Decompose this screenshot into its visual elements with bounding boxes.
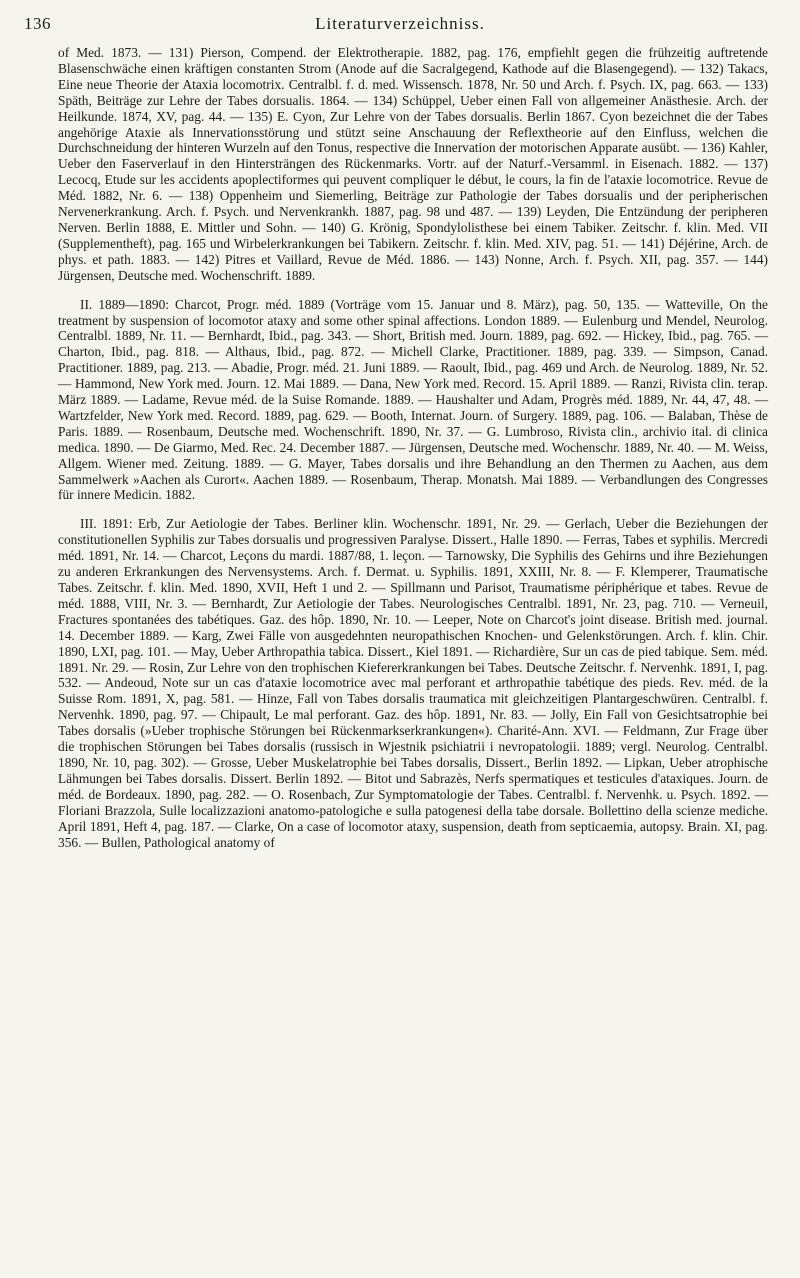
running-title: Literaturverzeichniss.: [315, 14, 485, 33]
page-number: 136: [24, 14, 51, 33]
bibliography-section-1889-1890: II. 1889—1890: Charcot, Progr. méd. 1889 (Vorträge vom 15. Januar und 8. März), pag. 50, 135. — Watteville, On the treatment by suspension of locomotor ataxy and some other spinal affections. London 1889. — Eulenburg und Mendel, Neurolog. Centralbl. 1889, Nr. 11. — Bernhardt, Ibid., pag. 343. — Short, British med. Journ. 1889, pag. 692. — Hickey, Ibid., pag. 765. — Charton, Ibid., pag. 818. — Althaus, Ibid., pag. 872. — Michell Clarke, Practitioner. 1889, pag. 339. — Simpson, Canad. Practitioner. 1889, pag. 213. — Abadie, Progr. méd. 21. Juni 1889. — Raoult, Ibid., pag. 469 und Arch. de Neurolog. 1889, Nr. 52. — Hammond, New York med. Journ. 12. Mai 1889. — Dana, New York med. Record. 15. April 1889. — Ranzi, Rivista clin. terap. März 1889. — Ladame, Revue méd. de la Suise Romande. 1889. — Haushalter und Adam, Progrès méd. 1889, Nr. 44, 47, 48. — Wartzfelder, New York med. Record. 1889, pag. 629. — Booth, Internat. Journ. of Surgery. 1889, pag. 106. — Balaban, Thèse de Paris. 1889. — Rosenbaum, Deutsche med. Wochenschrift. 1890, Nr. 37. — G. Lumbroso, Rivista clin., archivio ital. di clinica medica. 1890. — De Giarmo, Med. Rec. 24. December 1887. — Jürgensen, Deutsche med. Wochenschr. 1889, Nr. 40. — M. Weiss, Allgem. Wiener med. Zeitung. 1889. — G. Mayer, Tabes dorsalis und ihre Behandlung an den Thermen zu Aachen, aus dem Sammelwerk »Aachen als Curort«. Aachen 1889. — Rosenbaum, Therap. Monatsh. Mai 1889. — Verbandlungen des Congresses für innere Medicin. 1882.: [58, 296, 768, 503]
bibliography-continuation: of Med. 1873. — 131) Pierson, Compend. der Elektrotherapie. 1882, pag. 176, empfiehlt gegen die frühzeitig auftretende Blasenschwäche einen kräftigen constanten Strom (Anode auf die Sacralgegend, Kathode auf die Blasengegend). — 132) Takacs, Eine neue Theorie der Ataxia locomotrix. Centralbl. f. d. med. Wissensch. 1878, Nr. 50 und Arch. f. Psych. IX, pag. 663. — 133) Späth, Beiträge zur Lehre der Tabes dorsualis. 1864. — 134) Schüppel, Ueber einen Fall von allgemeiner Anästhesie. Arch. der Heilkunde. 1874, XV, pag. 44. — 135) E. Cyon, Zur Lehre von der Tabes dorsualis. Berlin 1867. Cyon bezeichnet die der Tabes angehörige Ataxie als Innervationsstörung und stützt seine Anschauung der Reflextheorie auf den Einfluss, welchen die Durchschneidung der hinteren Wurzeln auf den Tonus, respective die Innervation der motorischen Apparate ausübt. — 136) Kahler, Ueber den Faserverlauf in den Hintersträngen des Rückenmarks. Vortr. auf der Naturf.-Versamml. in Eisenach. 1882. — 137) Lecocq, Etude sur les accidents apoplectiformes qui peuvent compliquer le début, le cours, la fin de l'ataxie locomotrice. Revue de Méd. 1882, Nr. 6. — 138) Oppenheim und Siemerling, Beiträge zur Pathologie der Tabes dorsualis und der peripherischen Nervenerkrankung. Arch. f. Psych. und Nervenkrankh. 1887, pag. 98 und 487. — 139) Leyden, Die Entzündung der peripheren Nerven. Berlin 1888, E. Mittler und Sohn. — 140) G. Krönig, Spondylolisthese bei einem Tabiker. Zeitschr. f. klin. Med. VII (Supplementheft), pag. 165 und Wirbelerkrankungen bei Tabikern. Zeitschr. f. klin. Med. XIV, pag. 51. — 141) Déjérine, Arch. de phys. et path. 1883. — 142) Pitres et Vaillard, Revue de Méd. 1886. — 143) Nonne, Arch. f. Psych. XII, pag. 357. — 144) Jürgensen, Deutsche med. Wochenschrift. 1889.: [58, 45, 768, 283]
bibliography-section-1891: III. 1891: Erb, Zur Aetiologie der Tabes. Berliner klin. Wochenschr. 1891, Nr. 29. — Gerlach, Ueber die Beziehungen der constitutionellen Syphilis zur Tabes dorsualis und progressiven Paralyse. Dissert., Halle 1890. — Ferras, Tabes et syphilis. Mercredi méd. 1891, Nr. 14. — Charcot, Leçons du mardi. 1887/88, 1. leçon. — Tarnowsky, Die Syphilis des Gehirns und ihre Beziehungen zu anderen Erkrankungen des Nervensystems. Arch. f. Dermat. u. Syphilis. 1891, XXIII, Nr. 8. — F. Klemperer, Traumatische Tabes. Zeitschr. f. klin. Med. 1890, XVII, Heft 1 und 2. — Spillmann und Parisot, Traumatisme périphérique et tabes. Revue de méd. 1888, VIII, Nr. 3. — Bernhardt, Zur Aetiologie der Tabes. Neurologisches Centralbl. 1891, Nr. 23, pag. 710. — Verneuil, Fractures spontanées des tabétiques. Gaz. des hôp. 1890, Nr. 10. — Leeper, Note on Charcot's joint disease. British med. journal. 14. December 1889. — Karg, Zwei Fälle von ausgedehnten neuropathischen Knochen- und Gelenkstörungen. Arch. f. klin. Chir. 1890, LXI, pag. 101. — May, Ueber Arthropathia tabica. Dissert., Kiel 1891. — Richardière, Sur un cas de pied tabique. Sem. méd. 1891. Nr. 29. — Rosin, Zur Lehre von den trophischen Kiefererkrankungen bei Tabes. Deutsche Zeitschr. f. Nervenhk. 1891, I, pag. 532. — Andeoud, Note sur un cas d'ataxie locomotrice avec mal perforant et arthropathie tabétique des pieds. Rev. méd. de la Suisse Rom. 1891, X, pag. 581. — Hinze, Fall von Tabes dorsalis traumatica mit gleichzeitigen Plantargeschwüren. Centralbl. f. Nervenhk. 1890, pag. 97. — Chipault, Le mal perforant. Gaz. des hôp. 1891, Nr. 83. — Jolly, Ein Fall von Gesichtsatrophie bei Tabes dorsalis (»Ueber trophische Störungen bei Rückenmarkserkrankungen«). Charité-Ann. XVI. — Feldmann, Zur Frage über die trophischen Störungen bei Tabes dorsalis (russisch in Wjestnik psichiatrii i nevropatologii. 1889; vergl. Neurolog. Centralbl. 1890, Nr. 10, pag. 302). — Grosse, Ueber Muskelatrophie bei Tabes dorsalis, Dissert., Berlin 1892. — Lipkan, Ueber atrophische Lähmungen bei Tabes dorsalis. Dissert. Berlin 1892. — Bitot und Sabrazès, Nerfs spermatiques et testicules d'ataxiques. Journ. de méd. de Bordeaux. 1890, pag. 282. — O. Rosenbach, Zur Symptomatologie der Tabes. Centralbl. f. Nervenhk. u. Psych. 1892. — Floriani Brazzola, Sulle localizzazioni anatomo-patologiche e sulla patogenesi della tabe dorsale. Bollettino della scienze mediche. April 1891, Heft 4, pag. 187. — Clarke, On a case of locomotor ataxy, suspension, death from septicaemia, autopsy. Brain. XI, pag. 356. — Bullen, Pathological anatomy of: [58, 516, 768, 850]
page-header: [0, 14, 800, 38]
bibliography-body: [58, 45, 768, 850]
